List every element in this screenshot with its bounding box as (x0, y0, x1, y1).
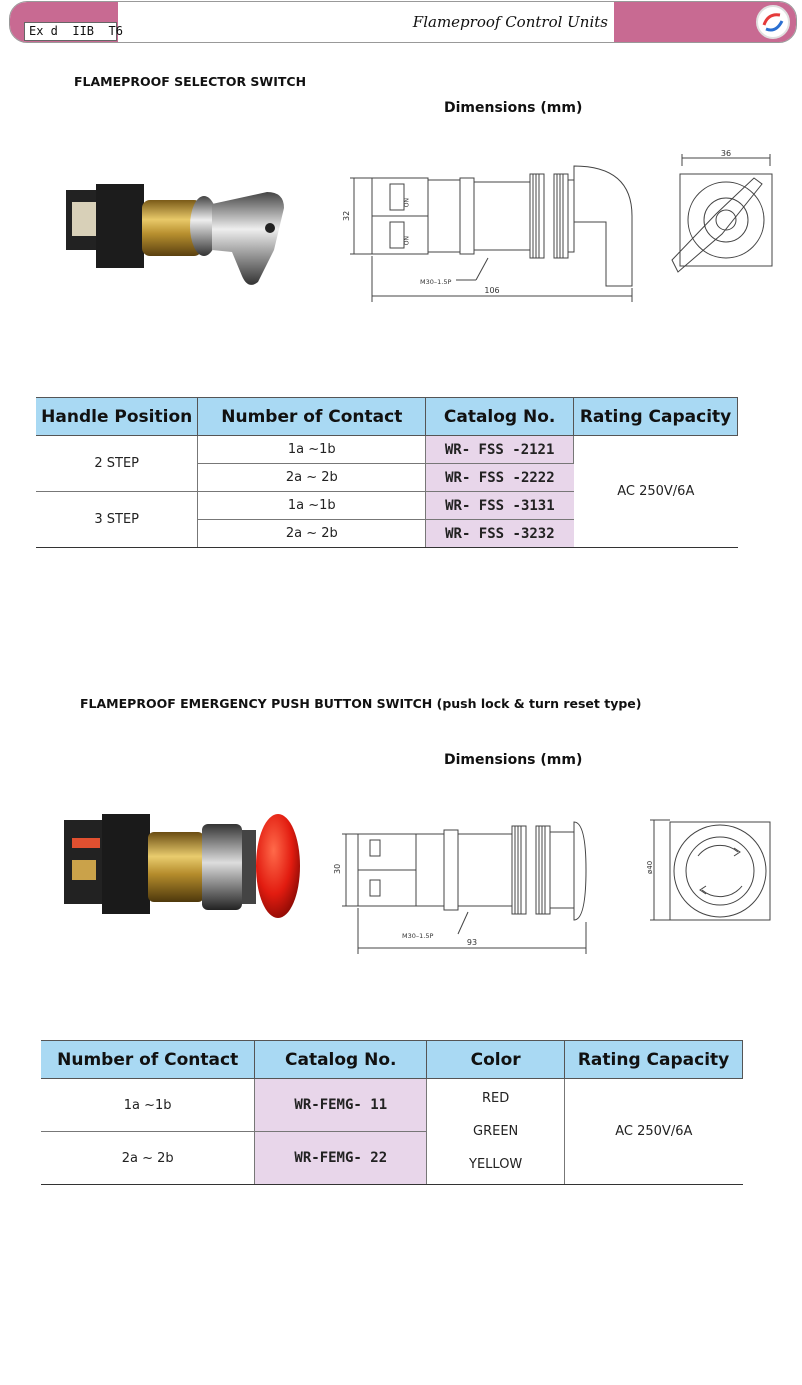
emergency-button-photo (58, 810, 302, 920)
rating-cell: AC 250V/6A (574, 436, 738, 548)
color-red: RED (482, 1091, 510, 1106)
catalog-cell: WR-FEMG- 11 (255, 1079, 427, 1132)
table-header-row (41, 1041, 743, 1079)
page-header (9, 1, 797, 43)
rating-cell: AC 250V/6A (565, 1079, 743, 1185)
selector-no-label-2: NO (402, 236, 409, 246)
selector-thread-label: M30–1.5P (420, 278, 452, 286)
col-number-of-contact: Number of Contact (41, 1041, 255, 1079)
selector-width-label: 36 (720, 149, 732, 158)
selector-side-drawing (338, 162, 640, 306)
selector-no-label-1: NO (402, 198, 409, 208)
col-handle-position: Handle Position (36, 398, 198, 436)
ex-rating-code: Ex d IIB T6 (24, 22, 117, 41)
emergency-diameter-label: ø40 (646, 860, 654, 874)
selector-switch-photo (62, 178, 294, 298)
contact-cell: 2a ~ 2b (198, 520, 426, 548)
selector-front-drawing (666, 148, 782, 278)
contact-cell: 1a ~1b (198, 436, 426, 464)
catalog-cell: WR- FSS -2121 (426, 436, 574, 464)
emergency-length-label: 93 (466, 938, 478, 947)
emergency-front-drawing (640, 816, 772, 928)
contact-cell: 1a ~1b (198, 492, 426, 520)
selector-dimensions-title: Dimensions (mm) (444, 100, 583, 116)
selector-height-label: 32 (342, 210, 351, 221)
emergency-spec-table (41, 1040, 743, 1185)
catalog-cell: WR-FEMG- 22 (255, 1132, 427, 1185)
selector-spec-table (36, 397, 738, 548)
col-number-of-contact: Number of Contact (198, 398, 426, 436)
catalog-cell: WR- FSS -2222 (426, 464, 574, 492)
col-color: Color (427, 1041, 565, 1079)
color-green: GREEN (473, 1124, 519, 1139)
handle-position-cell: 3 STEP (36, 492, 198, 548)
header-title: Flameproof Control Units (412, 13, 608, 31)
selector-length-label: 106 (484, 286, 500, 295)
contact-cell: 2a ~ 2b (41, 1132, 255, 1185)
emergency-side-drawing (328, 816, 598, 956)
col-rating-capacity: Rating Capacity (565, 1041, 743, 1079)
table-row (41, 1079, 743, 1132)
emergency-dimensions-title: Dimensions (mm) (444, 752, 583, 768)
color-yellow: YELLOW (469, 1157, 523, 1172)
company-logo (756, 5, 790, 39)
col-catalog-no: Catalog No. (255, 1041, 427, 1079)
table-header-row (36, 398, 738, 436)
catalog-cell: WR- FSS -3131 (426, 492, 574, 520)
catalog-cell: WR- FSS -3232 (426, 520, 574, 548)
color-options-cell (427, 1079, 565, 1185)
col-catalog-no: Catalog No. (426, 398, 574, 436)
emergency-thread-label: M30–1.5P (402, 932, 434, 940)
contact-cell: 1a ~1b (41, 1079, 255, 1132)
emergency-section-title: FLAMEPROOF EMERGENCY PUSH BUTTON SWITCH (push lock & turn reset type) (80, 696, 642, 711)
col-rating-capacity: Rating Capacity (574, 398, 738, 436)
selector-section-title: FLAMEPROOF SELECTOR SWITCH (74, 74, 307, 89)
contact-cell: 2a ~ 2b (198, 464, 426, 492)
handle-position-cell: 2 STEP (36, 436, 198, 492)
emergency-height-label: 30 (333, 863, 342, 874)
table-row (36, 436, 738, 464)
